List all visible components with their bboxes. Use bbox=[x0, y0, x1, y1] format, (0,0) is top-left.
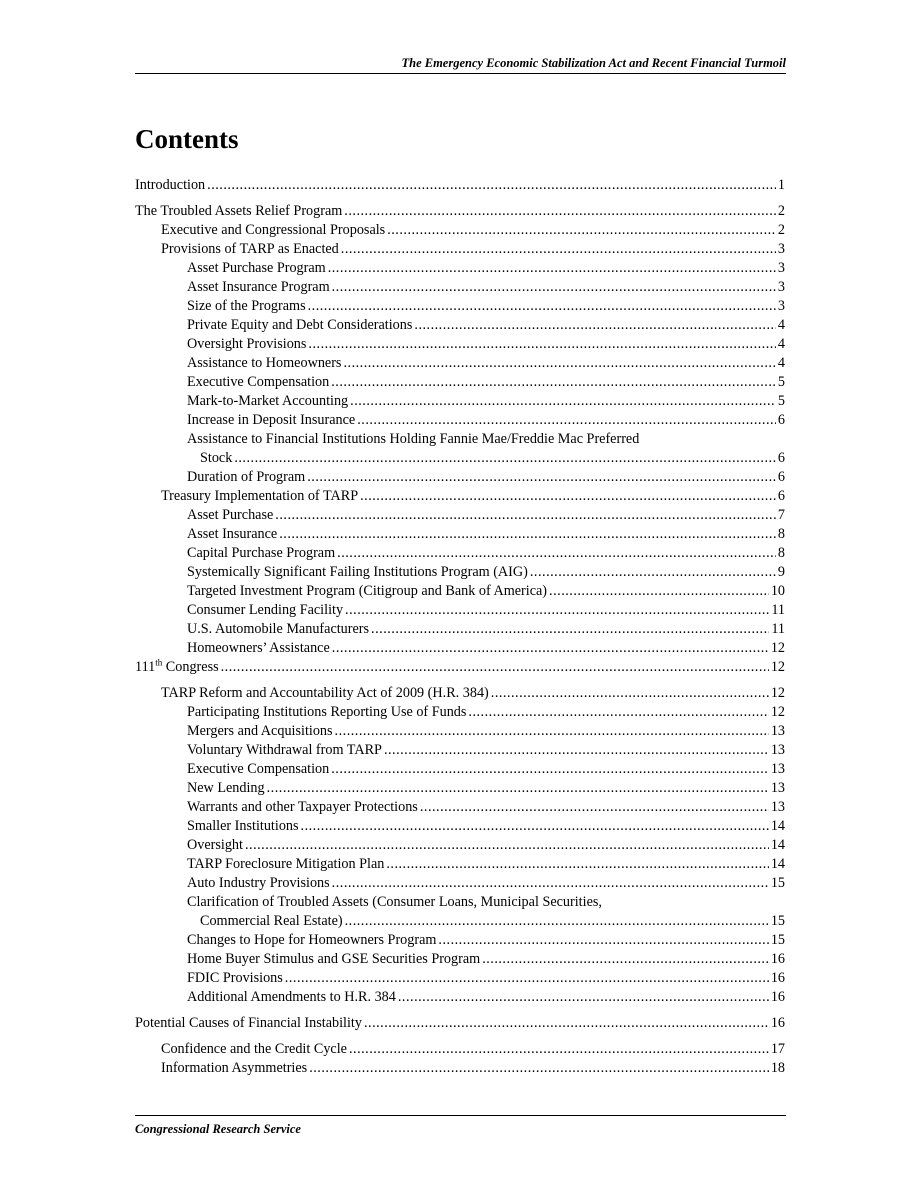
toc-entry[interactable] bbox=[135, 240, 785, 259]
toc-page-number: 5 bbox=[777, 393, 785, 409]
toc-page-number: 15 bbox=[770, 913, 785, 929]
toc-entry[interactable] bbox=[135, 760, 785, 779]
toc-entry[interactable] bbox=[135, 335, 785, 354]
toc-entry-label: Systemically Significant Failing Institutions Program (AIG) bbox=[187, 564, 528, 580]
toc-page-number: 13 bbox=[770, 742, 785, 758]
toc-entry-label: Asset Purchase bbox=[187, 507, 274, 523]
toc-entry-label: Executive and Congressional Proposals bbox=[161, 222, 386, 238]
dot-leader bbox=[387, 221, 776, 240]
toc-entry[interactable] bbox=[135, 297, 785, 316]
toc-page-number: 4 bbox=[777, 355, 785, 371]
running-footer: Congressional Research Service bbox=[135, 1115, 786, 1137]
toc-entry-label: Mark-to-Market Accounting bbox=[187, 393, 349, 409]
toc-entry-label: TARP Reform and Accountability Act of 2009 (H.R. 384) bbox=[161, 685, 489, 701]
toc-page-number: 13 bbox=[770, 799, 785, 815]
toc-entry-label: Participating Institutions Reporting Use of Funds bbox=[187, 704, 467, 720]
toc-page-number: 2 bbox=[777, 222, 785, 238]
dot-leader bbox=[549, 582, 769, 601]
toc-page-number: 13 bbox=[770, 780, 785, 796]
dot-leader bbox=[337, 544, 776, 563]
toc-entry[interactable] bbox=[135, 563, 785, 582]
toc-entry-label: Treasury Implementation of TARP bbox=[161, 488, 359, 504]
toc-entry[interactable] bbox=[135, 582, 785, 601]
dot-leader bbox=[332, 639, 769, 658]
dot-leader bbox=[328, 259, 776, 278]
toc-entry[interactable] bbox=[135, 487, 785, 506]
dot-leader bbox=[332, 278, 776, 297]
dot-leader bbox=[360, 487, 776, 506]
toc-entry[interactable] bbox=[135, 392, 785, 411]
dot-leader bbox=[414, 316, 776, 335]
dot-leader bbox=[331, 373, 776, 392]
toc-page-number: 6 bbox=[777, 469, 785, 485]
toc-entry-label: Voluntary Withdrawal from TARP bbox=[187, 742, 382, 758]
toc-entry[interactable] bbox=[135, 836, 785, 855]
toc-page-number: 8 bbox=[777, 526, 785, 542]
toc-page-number: 17 bbox=[770, 1041, 785, 1057]
toc-page-number: 15 bbox=[770, 875, 785, 891]
toc-page-number: 18 bbox=[770, 1060, 785, 1076]
dot-leader bbox=[308, 335, 775, 354]
toc-entry[interactable] bbox=[135, 931, 785, 950]
toc-entry-label: Information Asymmetries bbox=[161, 1060, 308, 1076]
toc-entry-label: TARP Foreclosure Mitigation Plan bbox=[187, 856, 385, 872]
toc-entry[interactable] bbox=[135, 1014, 785, 1033]
running-header: The Emergency Economic Stabilization Act and Recent Financial Turmoil bbox=[135, 55, 786, 74]
dot-leader bbox=[207, 176, 776, 195]
toc-entry-label: 111th Congress bbox=[135, 658, 219, 675]
dot-leader bbox=[491, 684, 769, 703]
toc-entry-label: Warrants and other Taxpayer Protections bbox=[187, 799, 418, 815]
toc-entry-label: Asset Insurance Program bbox=[187, 279, 330, 295]
toc-entry-label: Duration of Program bbox=[187, 469, 306, 485]
toc-page-number: 3 bbox=[777, 279, 785, 295]
toc-entry-label: Homeowners’ Assistance bbox=[187, 640, 330, 656]
toc-entry[interactable] bbox=[135, 176, 785, 195]
toc-entry-label: Assistance to Homeowners bbox=[187, 355, 342, 371]
toc-entry[interactable] bbox=[135, 817, 785, 836]
dot-leader bbox=[438, 931, 768, 950]
dot-leader bbox=[221, 658, 769, 677]
dot-leader bbox=[234, 449, 776, 468]
toc-entry[interactable] bbox=[135, 316, 785, 335]
dot-leader bbox=[357, 411, 776, 430]
toc-entry-label: U.S. Automobile Manufacturers bbox=[187, 621, 370, 637]
dot-leader bbox=[279, 525, 776, 544]
toc-page-number: 9 bbox=[777, 564, 785, 580]
toc-entry[interactable] bbox=[135, 912, 785, 931]
dot-leader bbox=[349, 1040, 769, 1059]
toc-page-number: 3 bbox=[777, 260, 785, 276]
toc-entry-label: Consumer Lending Facility bbox=[187, 602, 344, 618]
toc-entry[interactable] bbox=[135, 278, 785, 297]
toc-entry-label: Auto Industry Provisions bbox=[187, 875, 330, 891]
dot-leader bbox=[309, 1059, 769, 1078]
toc-entry[interactable] bbox=[135, 1040, 785, 1059]
toc-entry[interactable] bbox=[135, 221, 785, 240]
toc-page-number: 5 bbox=[777, 374, 785, 390]
toc-entry[interactable] bbox=[135, 601, 785, 620]
dot-leader bbox=[245, 836, 769, 855]
toc-page-number: 2 bbox=[777, 203, 785, 219]
toc-page-number: 3 bbox=[777, 298, 785, 314]
toc-page-number: 14 bbox=[770, 856, 785, 872]
toc-entry-label: Stock bbox=[200, 450, 233, 466]
ordinal-superscript: th bbox=[155, 658, 163, 668]
dot-leader bbox=[398, 988, 769, 1007]
toc-entry-label: Executive Compensation bbox=[187, 374, 330, 390]
toc-entry[interactable] bbox=[135, 544, 785, 563]
toc-entry[interactable] bbox=[135, 855, 785, 874]
toc-page-number: 14 bbox=[770, 818, 785, 834]
dot-leader bbox=[384, 741, 769, 760]
toc-entry-label: Private Equity and Debt Considerations bbox=[187, 317, 413, 333]
dot-leader bbox=[275, 506, 776, 525]
toc-entry-label: The Troubled Assets Relief Program bbox=[135, 203, 343, 219]
toc-entry[interactable] bbox=[135, 741, 785, 760]
toc-entry-label: Size of the Programs bbox=[187, 298, 306, 314]
toc-entry[interactable] bbox=[135, 506, 785, 525]
dot-leader bbox=[285, 969, 769, 988]
toc-entry-label: Changes to Hope for Homeowners Program bbox=[187, 932, 437, 948]
toc-page-number: 15 bbox=[770, 932, 785, 948]
toc-entry-label: Confidence and the Credit Cycle bbox=[161, 1041, 347, 1057]
toc-entry[interactable] bbox=[135, 658, 785, 677]
toc-page-number: 4 bbox=[777, 336, 785, 352]
toc-entry-label: Additional Amendments to H.R. 384 bbox=[187, 989, 396, 1005]
toc-entry-label: Oversight Provisions bbox=[187, 336, 307, 352]
toc-entry-label-line1: Assistance to Financial Institutions Holding Fannie Mae/Freddie Mac Preferred bbox=[187, 431, 640, 447]
toc-entry[interactable] bbox=[135, 354, 785, 373]
toc-page-number: 12 bbox=[770, 685, 785, 701]
toc-entry-label: Asset Purchase Program bbox=[187, 260, 326, 276]
toc-page-number: 12 bbox=[770, 640, 785, 656]
toc-page-number: 11 bbox=[771, 602, 785, 618]
toc-entry-label: Capital Purchase Program bbox=[187, 545, 336, 561]
toc-entry[interactable] bbox=[135, 620, 785, 639]
dot-leader bbox=[335, 722, 769, 741]
dot-leader bbox=[345, 601, 769, 620]
toc-entry[interactable] bbox=[135, 411, 785, 430]
toc-entry[interactable] bbox=[135, 373, 785, 392]
dot-leader bbox=[332, 874, 769, 893]
dot-leader bbox=[350, 392, 776, 411]
dot-leader bbox=[364, 1014, 769, 1033]
toc-page-number: 16 bbox=[770, 1015, 785, 1031]
toc-entry[interactable] bbox=[135, 639, 785, 658]
toc-entry[interactable] bbox=[135, 202, 785, 221]
toc-page-number: 13 bbox=[770, 723, 785, 739]
page-title: Contents bbox=[135, 124, 239, 154]
dot-leader bbox=[371, 620, 769, 639]
toc-entry[interactable] bbox=[135, 874, 785, 893]
toc-entry-label: FDIC Provisions bbox=[187, 970, 283, 986]
toc-entry[interactable] bbox=[135, 468, 785, 487]
toc-entry-label: Potential Causes of Financial Instability bbox=[135, 1015, 362, 1031]
toc-entry[interactable] bbox=[135, 525, 785, 544]
toc-entry-label: New Lending bbox=[187, 780, 265, 796]
toc-entry-label: Home Buyer Stimulus and GSE Securities Program bbox=[187, 951, 481, 967]
dot-leader bbox=[341, 240, 776, 259]
dot-leader bbox=[530, 563, 776, 582]
toc-entry[interactable] bbox=[135, 722, 785, 741]
toc-page-number: 8 bbox=[777, 545, 785, 561]
toc-entry-label: Mergers and Acquisitions bbox=[187, 723, 333, 739]
toc-page-number: 12 bbox=[770, 659, 785, 675]
toc-page-number: 14 bbox=[770, 837, 785, 853]
dot-leader bbox=[331, 760, 769, 779]
toc-entry-label: Oversight bbox=[187, 837, 243, 853]
toc-entry-label: Provisions of TARP as Enacted bbox=[161, 241, 339, 257]
toc-entry[interactable] bbox=[135, 779, 785, 798]
toc-entry[interactable] bbox=[135, 703, 785, 722]
toc-page-number: 16 bbox=[770, 970, 785, 986]
toc-entry[interactable] bbox=[135, 969, 785, 988]
dot-leader bbox=[482, 950, 769, 969]
toc-page-number: 11 bbox=[771, 621, 785, 637]
toc-page-number: 13 bbox=[770, 761, 785, 777]
dot-leader bbox=[386, 855, 768, 874]
toc-page-number: 16 bbox=[770, 989, 785, 1005]
toc-page-number: 12 bbox=[770, 704, 785, 720]
toc-page-number: 6 bbox=[777, 412, 785, 428]
toc-entry[interactable] bbox=[135, 449, 785, 468]
toc-page-number: 4 bbox=[777, 317, 785, 333]
dot-leader bbox=[301, 817, 769, 836]
dot-leader bbox=[267, 779, 769, 798]
dot-leader bbox=[468, 703, 768, 722]
toc-page-number: 1 bbox=[777, 177, 785, 193]
toc-entry[interactable] bbox=[135, 1059, 785, 1078]
dot-leader bbox=[420, 798, 769, 817]
toc-page-number: 10 bbox=[770, 583, 785, 599]
dot-leader bbox=[345, 912, 769, 931]
toc-page-number: 7 bbox=[777, 507, 785, 523]
dot-leader bbox=[307, 468, 776, 487]
toc-page-number: 6 bbox=[777, 488, 785, 504]
dot-leader bbox=[308, 297, 776, 316]
table-of-contents bbox=[135, 176, 785, 1078]
toc-page-number: 3 bbox=[777, 241, 785, 257]
toc-entry[interactable] bbox=[135, 684, 785, 703]
toc-entry-label: Smaller Institutions bbox=[187, 818, 299, 834]
toc-page-number: 6 bbox=[777, 450, 785, 466]
dot-leader bbox=[344, 202, 776, 221]
toc-entry-label: Executive Compensation bbox=[187, 761, 330, 777]
dot-leader bbox=[343, 354, 775, 373]
toc-entry-label: Asset Insurance bbox=[187, 526, 278, 542]
toc-entry-label: Commercial Real Estate) bbox=[200, 913, 343, 929]
toc-entry-label: Targeted Investment Program (Citigroup and Bank of America) bbox=[187, 583, 548, 599]
toc-entry[interactable] bbox=[135, 259, 785, 278]
toc-entry-label: Increase in Deposit Insurance bbox=[187, 412, 356, 428]
toc-entry[interactable] bbox=[135, 950, 785, 969]
toc-entry[interactable] bbox=[135, 798, 785, 817]
toc-page-number: 16 bbox=[770, 951, 785, 967]
toc-entry[interactable] bbox=[135, 988, 785, 1007]
toc-entry-label-line1: Clarification of Troubled Assets (Consumer Loans, Municipal Securities, bbox=[187, 894, 602, 910]
toc-entry-label: Introduction bbox=[135, 177, 206, 193]
